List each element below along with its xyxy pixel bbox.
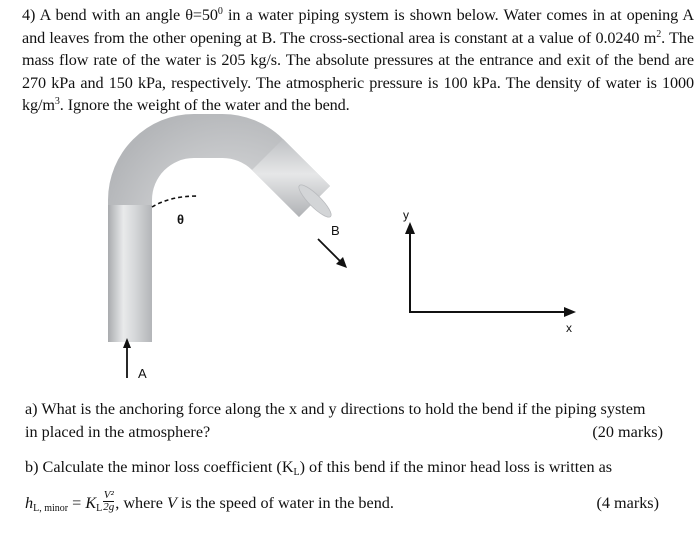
h-symbol: h bbox=[25, 494, 34, 512]
part-b-line2 bbox=[25, 488, 394, 520]
x-axis-label: x bbox=[566, 321, 572, 335]
outlet-label: B bbox=[331, 223, 340, 238]
k-symbol: K bbox=[85, 494, 97, 512]
fraction-numerator: V² bbox=[103, 488, 114, 501]
part-b-where: , where bbox=[115, 494, 167, 512]
outlet-arrow bbox=[318, 239, 347, 268]
x-axis-arrowhead bbox=[564, 307, 576, 317]
part-a-line1: a) What is the anchoring force along the x and y directions to hold the bend if the piping system bbox=[25, 400, 646, 418]
part-b-marks: (4 marks) bbox=[596, 494, 659, 512]
inlet-label: A bbox=[138, 366, 147, 381]
density-exponent: 3 bbox=[54, 96, 60, 107]
area-exponent: 2 bbox=[656, 28, 662, 40]
h-subscript: L, minor bbox=[33, 503, 69, 514]
y-axis-arrowhead bbox=[405, 222, 415, 234]
part-a-marks: (20 marks) bbox=[592, 423, 663, 441]
pipe-bend bbox=[108, 114, 335, 342]
coordinate-axes bbox=[405, 222, 576, 317]
velocity-fraction bbox=[103, 490, 114, 513]
problem-number: 4) bbox=[22, 6, 36, 24]
pipe-vertical-leg bbox=[108, 205, 152, 342]
question-part-a bbox=[25, 398, 695, 444]
problem-text-part: A bend with an angle θ=50 bbox=[35, 6, 218, 24]
fraction-denominator: 2g bbox=[103, 500, 115, 513]
kl-subscript: L bbox=[293, 467, 300, 478]
problem-text-part: . The mass flow rate of the water is 205 kg/s. The absolute pressures at the entrance and exit of the bend are 270 kPa and 150 kPa, respectively. The atmospheric pressure is 100 kPa. The density of water is 1000 kg/m bbox=[22, 28, 694, 114]
y-axis-label: y bbox=[403, 208, 409, 222]
part-b-line1 bbox=[25, 456, 695, 484]
minor-head-loss-formula bbox=[25, 488, 115, 514]
problem-text-part: in a water piping system is shown below. Water comes in at opening A and leaves from the other opening at B. The cross-sectional area is constant at a value of 0.0240 m bbox=[22, 6, 695, 47]
part-b-line2-end: is the speed of water in the bend. bbox=[176, 494, 394, 512]
part-a-line2: in placed in the atmosphere? bbox=[25, 423, 211, 441]
angle-arc bbox=[152, 196, 198, 207]
problem-text-part: . Ignore the weight of the water and the bend. bbox=[59, 96, 350, 114]
v-symbol: V bbox=[166, 494, 177, 512]
part-b-text: b) Calculate the minor loss coefficient (K bbox=[25, 458, 294, 476]
equals-sign: = bbox=[68, 494, 86, 512]
degree-superscript: 0 bbox=[217, 6, 223, 17]
angle-label: θ bbox=[177, 212, 185, 227]
question-part-b bbox=[25, 456, 695, 520]
part-b-text-end: ) of this bend if the minor head loss is written as bbox=[299, 458, 613, 476]
k-subscript: L bbox=[96, 503, 103, 514]
inlet-arrow bbox=[123, 338, 131, 378]
